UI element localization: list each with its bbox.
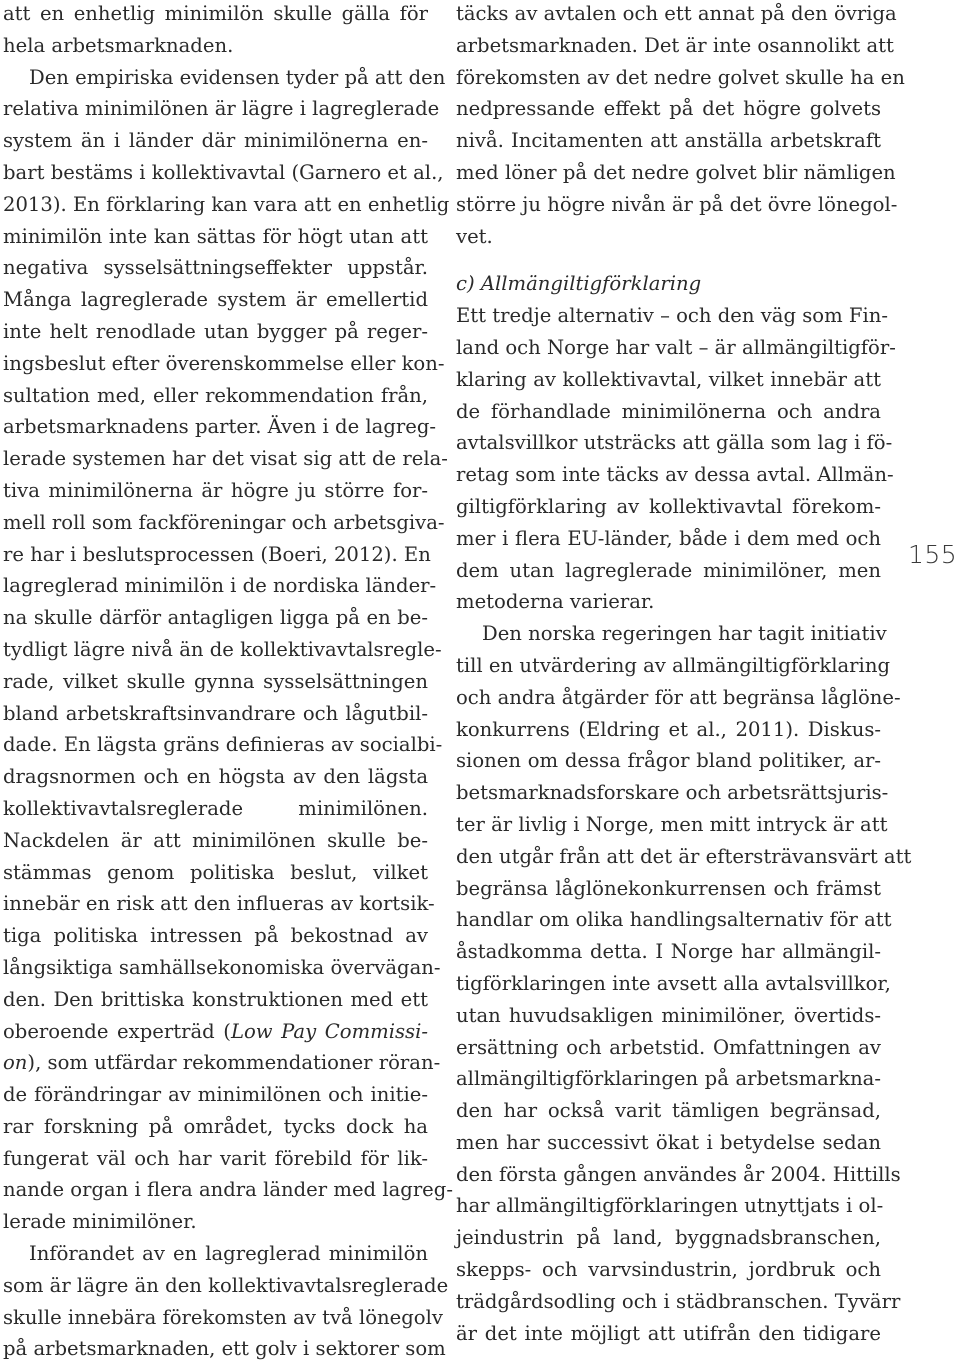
right-paragraph-2	[456, 300, 896, 618]
text-line: innebär en risk att den influeras av kortsik-	[3, 892, 435, 916]
text-line: negativa sysselsättningseffekter uppstår.	[3, 256, 428, 280]
text-line: relativa minimilönen är lägre i lagreglerade	[3, 97, 440, 121]
left-paragraph-1	[3, 0, 428, 62]
text-line: men har successivt ökat i betydelse sedan	[456, 1130, 881, 1154]
left-paragraph-3	[3, 1238, 449, 1365]
text-line: dragsnormen och en högsta av den lägsta	[3, 765, 428, 789]
text-line: system än i länder där minimilönerna en-	[3, 129, 428, 153]
text-line: arbetsmarknaden. Det är inte osannolikt att	[456, 33, 894, 57]
text-line: konkurrens (Eldring et al., 2011). Diskus-	[456, 717, 881, 741]
text-line: mer i flera EU-länder, både i dem med och	[456, 526, 881, 550]
text-line: nivå. Incitamenten att anställa arbetskraft	[456, 129, 881, 153]
text-line: skepps- och varvsindustrin, jordbruk och	[456, 1258, 881, 1282]
text-line: retag som inte täcks av dessa avtal. Allmän-	[456, 463, 894, 487]
text-line: stämmas genom politiska beslut, vilket	[3, 860, 428, 884]
text-line: lerade systemen har det visat sig att de rela-	[3, 447, 448, 471]
text-line: de förändringar av minimilönen och initie-	[3, 1083, 428, 1107]
text-line: bart bestäms i kollektivavtal (Garnero et al.,	[3, 160, 444, 184]
text-segment: ), som utfärdar rekommendationer röran-	[27, 1051, 441, 1075]
text-line: förekomsten av det nedre golvet skulle ha en	[456, 65, 905, 89]
text-line	[3, 1047, 441, 1079]
text-line: ersättning och arbetstid. Omfattningen av	[456, 1035, 881, 1059]
text-line: klaring av kollektivavtal, vilket innebär att	[456, 367, 881, 391]
text-line: begränsa låglönekonkurrensen och främst	[456, 876, 881, 900]
right-paragraph-1	[456, 0, 905, 252]
text-line: handlar om olika handlingsalternativ för att	[456, 908, 892, 932]
text-line: har allmängiltigförklaringen utnyttjats i ol-	[456, 1194, 884, 1218]
text-line: ter är livlig i Norge, men mitt intryck är att	[456, 812, 888, 836]
text-line: de förhandlade minimilönerna och andra	[456, 399, 881, 423]
text-line: täcks av avtalen och ett annat på den övriga	[456, 2, 897, 25]
text-line: betsmarknadsforskare och arbetsrättsjuris-	[456, 781, 889, 805]
text-line: kollektivavtalsreglerade minimilönen.	[3, 796, 428, 820]
text-line: tiva minimilönerna är högre ju större for-	[3, 478, 428, 502]
text-line: den första gången användes år 2004. Hittills	[456, 1162, 901, 1186]
text-line: med löner på det nedre golvet blir nämligen	[456, 160, 896, 184]
text-line: som är lägre än den kollektivavtalsreglerade	[3, 1273, 449, 1297]
text-line: åstadkomma detta. I Norge har allmängil-	[456, 940, 881, 964]
text-line: rar forskning på området, tycks dock ha	[3, 1114, 428, 1138]
italic-title: on	[3, 1051, 28, 1075]
text-line: dade. En lägsta gräns definieras av socialbi-	[3, 733, 443, 757]
text-line: ingsbeslut efter överenskommelse eller kon-	[3, 351, 445, 375]
text-line: 2013). En förklaring kan vara att en enhetlig	[3, 192, 450, 216]
text-line: vet.	[456, 224, 493, 248]
text-line: arbetsmarknadens parter. Även i de lagreg-	[3, 415, 437, 439]
text-segment: oberoende experträd (	[3, 1019, 231, 1043]
text-line: utan huvudsakligen minimilöner, övertids-	[456, 1003, 881, 1027]
text-line: Ett tredje alternativ – och den väg som Fin-	[456, 304, 888, 328]
text-line: inte helt renodlade utan bygger på reger-	[3, 319, 428, 343]
text-line: den har också varit tämligen begränsad,	[456, 1099, 881, 1123]
text-line: Den norska regeringen har tagit initiativ	[482, 622, 887, 646]
text-line: Nackdelen är att minimilönen skulle be-	[3, 828, 428, 852]
text-line: nedpressande effekt på det högre golvets	[456, 97, 881, 121]
text-line: större ju högre nivån är på det övre lönegol-	[456, 192, 898, 216]
text-line: rade, vilket skulle gynna sysselsättningen	[3, 669, 428, 693]
text-line: på arbetsmarknaden, ett golv i sektorer som	[3, 1337, 446, 1361]
text-line: minimilön inte kan sättas för högt utan att	[3, 224, 428, 248]
text-line: tydligt lägre nivå än de kollektivavtalsregle-	[3, 637, 442, 661]
text-line: lerade minimilöner.	[3, 1210, 197, 1234]
text-line: lagreglerad minimilön i de nordiska länder-	[3, 574, 437, 598]
text-line: tiga politiska intressen på bekostnad av	[3, 924, 428, 948]
text-line: och andra åtgärder för att begränsa låglöne-	[456, 685, 901, 709]
text-line: Införandet av en lagreglerad minimilön	[29, 1242, 428, 1266]
text-line: allmängiltigförklaringen på arbetsmarkna-	[456, 1067, 881, 1091]
text-line: tigförklaringen inte avsett alla avtalsvillkor,	[456, 971, 891, 995]
text-line: sionen om dessa frågor bland politiker, ar-	[456, 749, 881, 773]
text-line: att en enhetlig minimilön skulle gälla för	[3, 2, 428, 25]
text-line: mell roll som fackföreningar och arbetsgiva-	[3, 510, 445, 534]
text-line: dem utan lagreglerade minimilöner, men	[456, 558, 881, 582]
text-line: jeindustrin på land, byggnadsbranschen,	[456, 1226, 881, 1250]
text-line: den utgår från att det är eftersträvansvärt att	[456, 844, 912, 868]
text-line: trädgårdsodling och i städbranschen. Tyvärr	[456, 1289, 901, 1313]
text-line: avtalsvillkor utsträcks att gälla som lag i fö-	[456, 431, 893, 455]
text-line: den. Den brittiska konstruktionen med ett	[3, 987, 428, 1011]
text-line: metoderna varierar.	[456, 590, 655, 614]
text-line: giltigförklaring av kollektivavtal förekom-	[456, 494, 881, 518]
text-line: hela arbetsmarknaden.	[3, 33, 234, 57]
text-line: till en utvärdering av allmängiltigförklaring	[456, 653, 890, 677]
text-line: fungerat väl och har varit förebild för lik-	[3, 1146, 428, 1170]
text-line: är det inte möjligt att utifrån den tidigare	[456, 1321, 881, 1345]
section-heading: c) Allmängiltigförklaring	[456, 272, 702, 296]
text-line: nande organ i flera andra länder med lagreg-	[3, 1178, 453, 1202]
text-line	[3, 1016, 428, 1048]
text-line: långsiktiga samhällsekonomiska övervägan-	[3, 955, 441, 979]
text-line: land och Norge har valt – är allmängiltigför-	[456, 335, 896, 359]
text-line: Den empiriska evidensen tyder på att den	[29, 65, 446, 89]
right-column	[456, 0, 912, 1349]
left-paragraph-2	[3, 62, 453, 1238]
left-column	[3, 0, 453, 1365]
text-line: skulle innebära förekomsten av två lönegolv	[3, 1305, 443, 1329]
text-line: sultation med, eller rekommendation från,	[3, 383, 428, 407]
text-line: bland arbetskraftsinvandrare och lågutbil-	[3, 701, 428, 725]
text-line: na skulle därför antagligen ligga på en be-	[3, 606, 428, 630]
text-line: re har i beslutsprocessen (Boeri, 2012). En	[3, 542, 431, 566]
page-number: 155	[908, 540, 958, 569]
text-line: Många lagreglerade system är emellertid	[3, 288, 428, 312]
right-paragraph-3	[456, 618, 912, 1349]
italic-title: Low Pay Commissi-	[230, 1019, 428, 1043]
